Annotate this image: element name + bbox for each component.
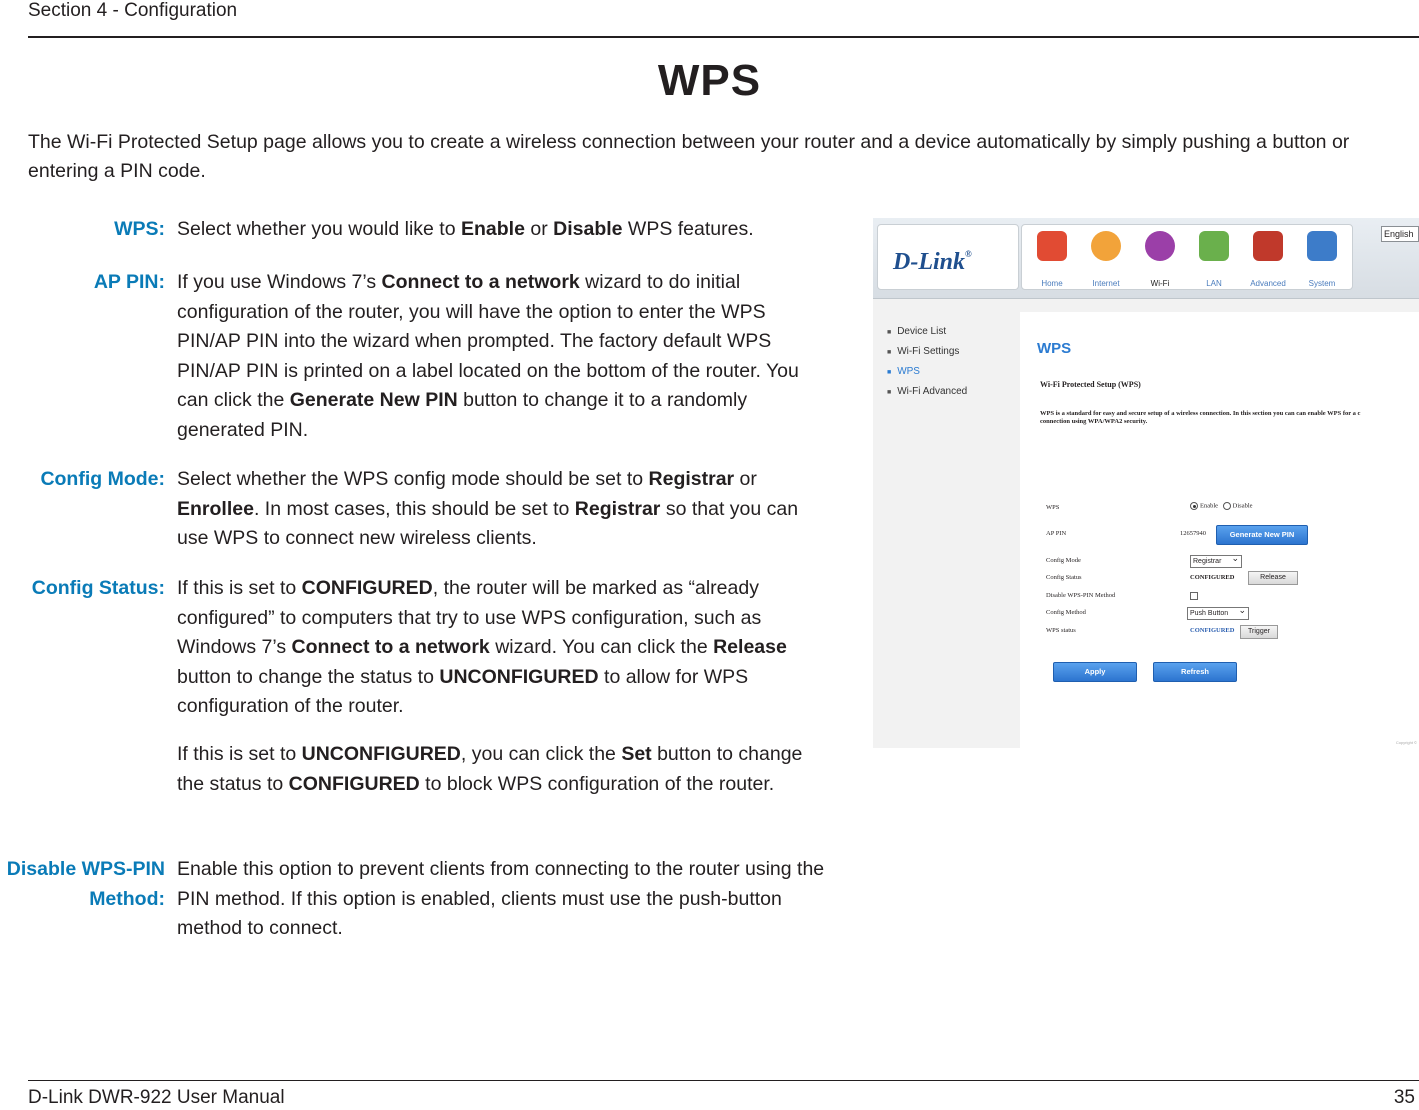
enable-radio[interactable]: [1190, 502, 1198, 510]
top-nav: [1021, 224, 1353, 290]
nav-system-label: System: [1308, 279, 1336, 288]
wps-panel: [1020, 312, 1419, 748]
nav-system[interactable]: [1296, 231, 1348, 288]
left-nav-device-list[interactable]: ■ Device List: [887, 322, 967, 342]
wps-radio-group: [1190, 502, 1253, 510]
row-ap-pin-label: AP PIN: [1046, 530, 1067, 537]
refresh-button[interactable]: Refresh: [1153, 662, 1237, 682]
left-nav-wps[interactable]: ■ WPS: [887, 362, 967, 382]
term-wps: WPS:: [114, 218, 165, 240]
left-nav-wifi-settings[interactable]: ■ Wi-Fi Settings: [887, 342, 967, 362]
apply-button[interactable]: Apply: [1053, 662, 1137, 682]
panel-title: WPS: [1037, 340, 1072, 357]
wifi-icon: [1145, 231, 1175, 261]
router-screenshot: [873, 218, 1419, 748]
config-mode-select[interactable]: Registrar ⌄: [1190, 555, 1242, 568]
desc-disable-pin: Enable this option to prevent clients from connecting to the router using the PIN method. If this option is enabled, clients must use the push-button method to connect.: [177, 858, 825, 939]
section-header: Section 4 - Conﬁguration: [28, 0, 238, 21]
term-config-status: Conﬁg Status:: [31, 577, 165, 599]
header-divider: [28, 36, 1419, 38]
nav-advanced[interactable]: [1242, 231, 1294, 288]
nav-internet-label: Internet: [1092, 279, 1120, 288]
language-select[interactable]: English: [1381, 226, 1419, 242]
row-config-status-label: Config Status: [1046, 574, 1082, 581]
term-ap-pin: AP PIN:: [93, 271, 165, 293]
desc-config-status: If this is set to CONFIGURED, the router will be marked as “already conﬁgured” to computers that try to use WPS conﬁguration, such as Windows 7’s Connect to a network wizard. You can click the Release button to change the status to UNCONFIGURED to allow for WPS conﬁguration of the router.: [177, 577, 787, 717]
desc-config-mode: Select whether the WPS conﬁg mode should be set to Registrar or Enrollee. In most cases, this should be set to Registrar so that you can use WPS to connect new wireless clients.: [177, 468, 799, 549]
release-button[interactable]: Release: [1248, 571, 1298, 585]
disable-radio[interactable]: [1223, 502, 1231, 510]
row-config-mode-label: Config Mode: [1046, 557, 1081, 564]
nav-internet[interactable]: [1080, 231, 1132, 288]
ap-pin-value: 12657940: [1180, 530, 1206, 537]
tools-icon: [1253, 231, 1283, 261]
copyright-text: Copyright ©: [1395, 740, 1417, 745]
nav-home[interactable]: [1026, 231, 1078, 288]
panel-subtitle: Wi-Fi Protected Setup (WPS): [1040, 380, 1141, 389]
term-disable-pin: Disable WPS-PIN Method:: [6, 858, 165, 910]
footer-divider: [28, 1080, 1419, 1081]
nav-advanced-label: Advanced: [1250, 279, 1286, 288]
left-nav: [887, 322, 967, 402]
globe-icon: [1091, 231, 1121, 261]
disable-pin-checkbox[interactable]: [1190, 592, 1198, 600]
term-config-mode: Conﬁg Mode:: [40, 468, 165, 490]
enable-label: Enable: [1200, 502, 1219, 510]
monitor-icon: [1307, 231, 1337, 261]
row-wps-label: WPS: [1046, 504, 1060, 511]
config-status-value: CONFIGURED: [1190, 574, 1235, 581]
home-icon: [1037, 231, 1067, 261]
footer-manual-title: D-Link DWR-922 User Manual: [28, 1087, 285, 1108]
desc-ap-pin: If you use Windows 7’s Connect to a network wizard to do initial conﬁguration of the router, you will have the option to enter the WPS PIN/AP PIN into the wizard when prompted. The factory default WPS PIN/AP PIN is printed on a label located on the bottom of the router. You can click the Generate New PIN button to change it to a randomly generated PIN.: [177, 271, 799, 441]
nav-home-label: Home: [1041, 279, 1063, 288]
page-title: WPS: [657, 56, 762, 105]
nav-wifi-label: Wi-Fi: [1150, 279, 1170, 288]
disable-label: Disable: [1232, 502, 1253, 510]
row-config-method-label: Config Method: [1046, 609, 1086, 616]
page-number: 35: [1393, 1087, 1415, 1108]
row-disable-pin-label: Disable WPS-PIN Method: [1046, 592, 1116, 599]
panel-description: WPS is a standard for easy and secure setup of a wireless connection. In this section you can can enable WPS for a c connection using WPA/WPA2 security.: [1040, 410, 1361, 425]
nav-lan[interactable]: [1188, 231, 1240, 288]
dlink-logo: D-Link®: [893, 249, 972, 275]
router-header: [873, 218, 1419, 299]
wps-status-value: CONFIGURED: [1190, 627, 1235, 634]
generate-pin-button[interactable]: Generate New PIN: [1216, 525, 1308, 545]
lan-icon: [1199, 231, 1229, 261]
trigger-button[interactable]: Trigger: [1240, 625, 1278, 639]
row-wps-status-label: WPS status: [1046, 627, 1076, 634]
desc-config-status-2: If this is set to UNCONFIGURED, you can click the Set button to change the status to CONFIGURED to block WPS conﬁguration of the router.: [177, 743, 803, 795]
left-nav-wifi-advanced[interactable]: ■ Wi-Fi Advanced: [887, 382, 967, 402]
nav-wifi[interactable]: [1134, 231, 1186, 288]
intro-paragraph: The Wi-Fi Protected Setup page allows you to create a wireless connection between your router and a device automatically by simply pushing a button or entering a PIN code.: [28, 131, 1350, 182]
config-method-select[interactable]: Push Button ⌄: [1187, 607, 1249, 620]
nav-lan-label: LAN: [1206, 279, 1222, 288]
logo-box: [877, 224, 1019, 290]
desc-wps: Select whether you would like to Enable or Disable WPS features.: [177, 218, 754, 240]
